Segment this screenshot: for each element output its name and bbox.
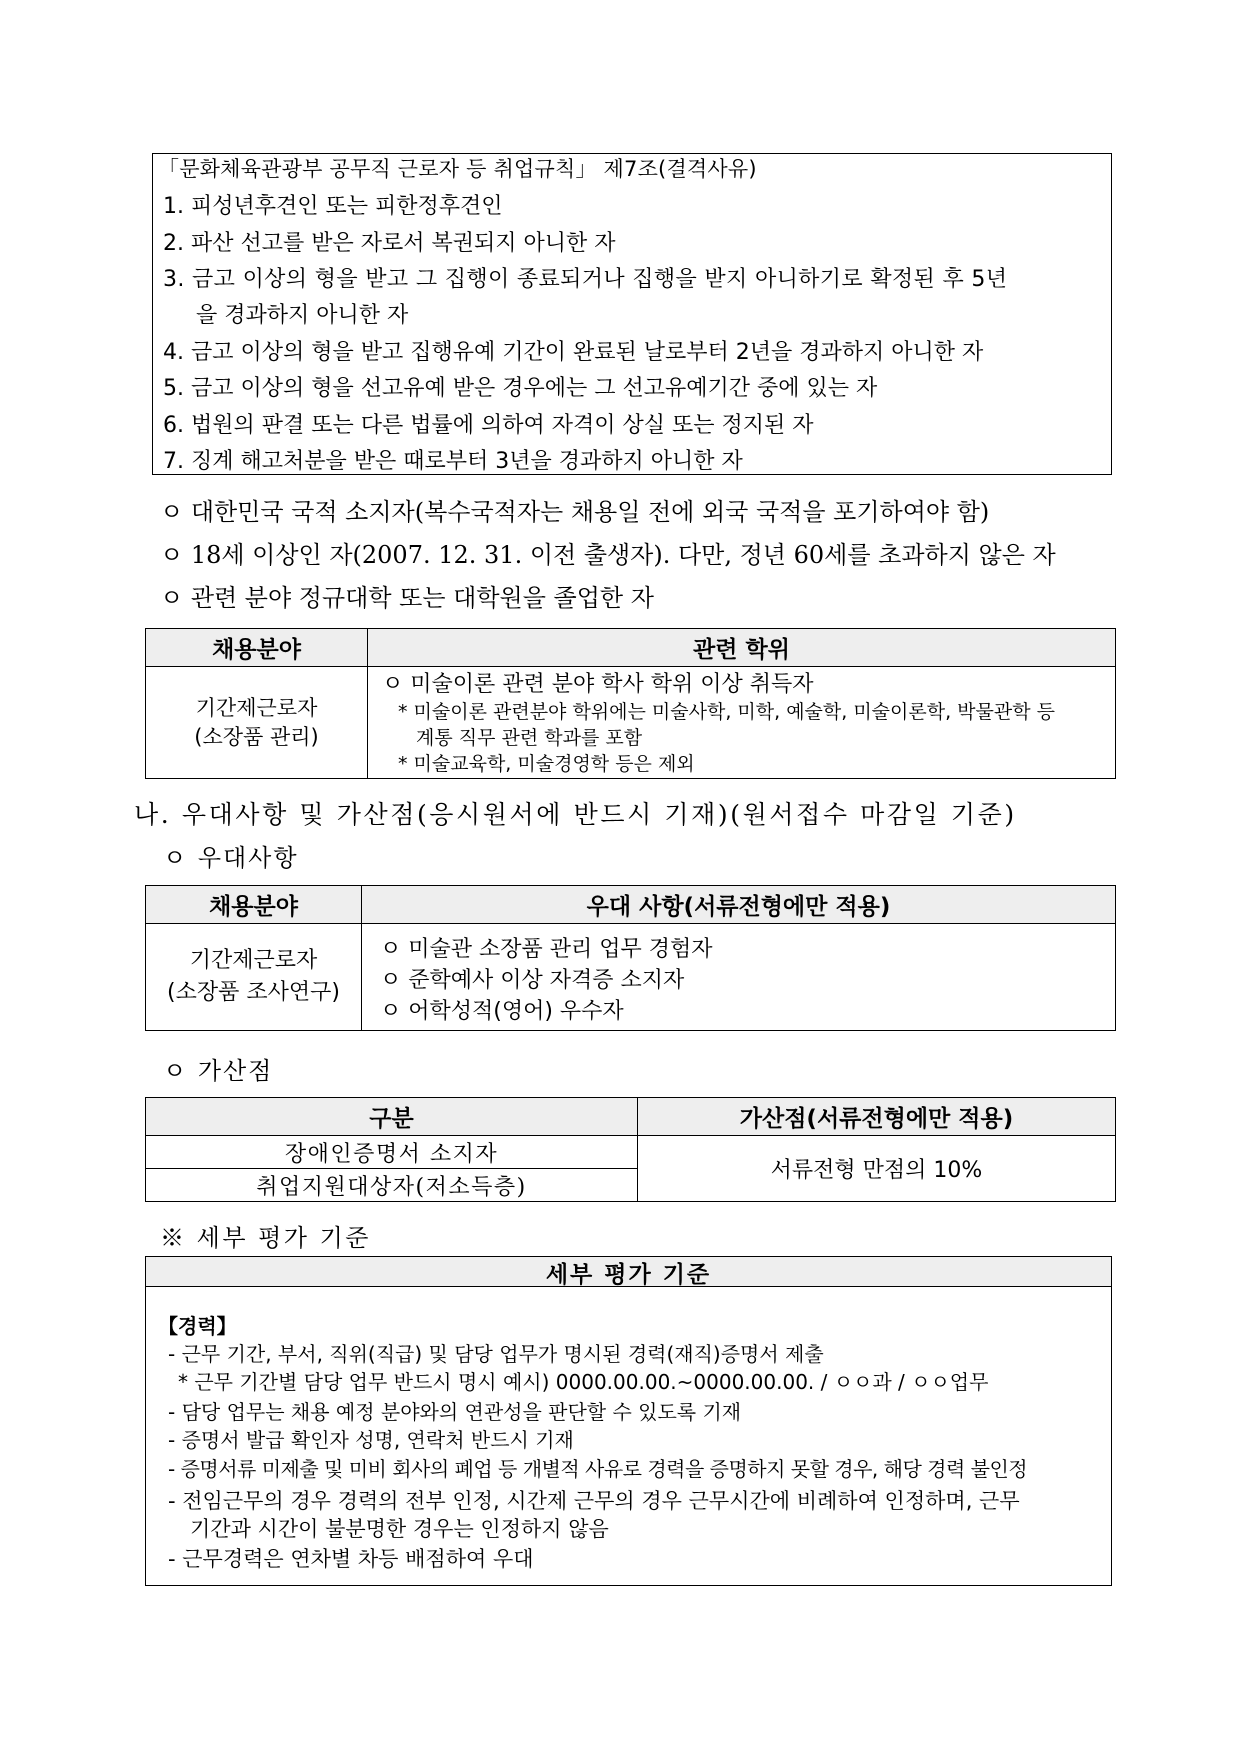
degree-field-line-1: 기간제근로자 (195, 695, 318, 720)
criteria-line-6-cont: 기간과 시간이 불분명한 경우는 인정하지 않음 (190, 1517, 609, 1541)
criteria-line-1: - 근무 기간, 부서, 직위(직급) 및 담당 업무가 명시된 경력(재직)증명서 제출 (168, 1342, 824, 1366)
pref-field-line-2: (소장품 조사연구) (167, 980, 340, 1005)
bonus-heading: ㅇ 가산점 (163, 1057, 274, 1085)
degree-header-degree: 관련 학위 (368, 629, 1116, 667)
criteria-section-career: 【경력】 (158, 1314, 237, 1338)
degree-detail-cell (368, 667, 1116, 779)
degree-line-4: * 미술교육학, 미술경영학 등은 제외 (398, 753, 695, 775)
pref-header-field: 채용분야 (146, 886, 362, 924)
degree-line-2: * 미술이론 관련분야 학위에는 미술사학, 미학, 예술학, 미술이론학, 박물관학 등 (398, 701, 1055, 723)
requirement-education: ㅇ 관련 분야 정규대학 또는 대학원을 졸업한 자 (160, 584, 654, 612)
bonus-header-points: 가산점(서류전형에만 적용) (638, 1098, 1116, 1136)
disqualification-title: 「문화체육관광부 공무직 근로자 등 취업규칙」 제7조(결격사유) (158, 157, 757, 181)
disqualification-item-1: 1. 피성년후견인 또는 피한정후견인 (163, 194, 503, 219)
degree-table (145, 628, 1116, 779)
criteria-line-2: * 근무 기간별 담당 업무 반드시 명시 예시) 0000.00.00.~0000.00.00. / ㅇㅇ과 / ㅇㅇ업무 (178, 1370, 989, 1394)
degree-line-1: ㅇ 미술이론 관련 분야 학사 학위 이상 취득자 (382, 672, 814, 697)
criteria-line-3: - 담당 업무는 채용 예정 분야와의 연관성을 판단할 수 있도록 기재 (168, 1400, 742, 1424)
criteria-line-6: - 전임근무의 경우 경력의 전부 인정, 시간제 근무의 경우 근무시간에 비례하여 인정하며, 근무 (168, 1489, 1020, 1513)
disqualification-item-3-cont: 을 경과하지 아니한 자 (196, 303, 409, 328)
pref-header-preference: 우대 사항(서류전형에만 적용) (362, 886, 1116, 924)
pref-field-cell (146, 924, 362, 1031)
pref-line-1: ㅇ 미술관 소장품 관리 업무 경험자 (380, 937, 713, 962)
degree-line-3: 계통 직무 관련 학과를 포함 (416, 727, 643, 749)
disqualification-item-2: 2. 파산 선고를 받은 자로서 복권되지 아니한 자 (163, 231, 616, 256)
pref-line-3: ㅇ 어학성적(영어) 우수자 (380, 999, 624, 1024)
criteria-line-7: - 근무경력은 연차별 차등 배점하여 우대 (168, 1547, 534, 1571)
degree-field-cell (146, 667, 368, 779)
bonus-header-category: 구분 (146, 1098, 638, 1136)
requirement-nationality: ㅇ 대한민국 국적 소지자(복수국적자는 채용일 전에 외국 국적을 포기하여야 함) (160, 498, 990, 526)
degree-header-field: 채용분야 (146, 629, 368, 667)
pref-field-line-1: 기간제근로자 (189, 948, 318, 973)
requirement-age: ㅇ 18세 이상인 자(2007. 12. 31. 이전 출생자). 다만, 정년 60세를 초과하지 않은 자 (160, 541, 1056, 569)
disqualification-item-5: 5. 금고 이상의 형을 선고유예 받은 경우에는 그 선고유예기간 중에 있는 자 (163, 376, 878, 401)
degree-field-line-2: (소장품 관리) (194, 724, 319, 749)
bonus-table (145, 1097, 1116, 1202)
section-preference-bonus-heading: 나. 우대사항 및 가산점(응시원서에 반드시 기재)(원서접수 마감일 기준) (134, 800, 1017, 829)
disqualification-item-3: 3. 금고 이상의 형을 받고 그 집행이 종료되거나 집행을 받지 아니하기로 확정된 후 5년 (163, 267, 1008, 292)
bonus-value-cell: 서류전형 만점의 10% (638, 1136, 1116, 1202)
disqualification-item-4: 4. 금고 이상의 형을 받고 집행유예 기간이 완료된 날로부터 2년을 경과하지 아니한 자 (163, 340, 984, 365)
criteria-line-5: - 증명서류 미제출 및 미비 회사의 폐업 등 개별적 사유로 경력을 증명하지 못할 경우, 해당 경력 불인정 (168, 1457, 1028, 1481)
criteria-line-4: - 증명서 발급 확인자 성명, 연락처 반드시 기재 (168, 1428, 574, 1452)
preference-heading: ㅇ 우대사항 (163, 844, 299, 872)
pref-detail-cell (362, 924, 1116, 1031)
criteria-heading: ※ 세부 평가 기준 (160, 1224, 371, 1252)
criteria-title: 세부 평가 기준 (545, 1262, 712, 1288)
bonus-row-employment-support: 취업지원대상자(저소득층) (146, 1169, 638, 1202)
bonus-row-disability: 장애인증명서 소지자 (146, 1136, 638, 1169)
disqualification-item-6: 6. 법원의 판결 또는 다른 법률에 의하여 자격이 상실 또는 정지된 자 (163, 413, 814, 438)
pref-line-2: ㅇ 준학예사 이상 자격증 소지자 (380, 968, 685, 993)
disqualification-item-7: 7. 징계 해고처분을 받은 때로부터 3년을 경과하지 아니한 자 (163, 449, 743, 474)
preference-table (145, 885, 1116, 1031)
